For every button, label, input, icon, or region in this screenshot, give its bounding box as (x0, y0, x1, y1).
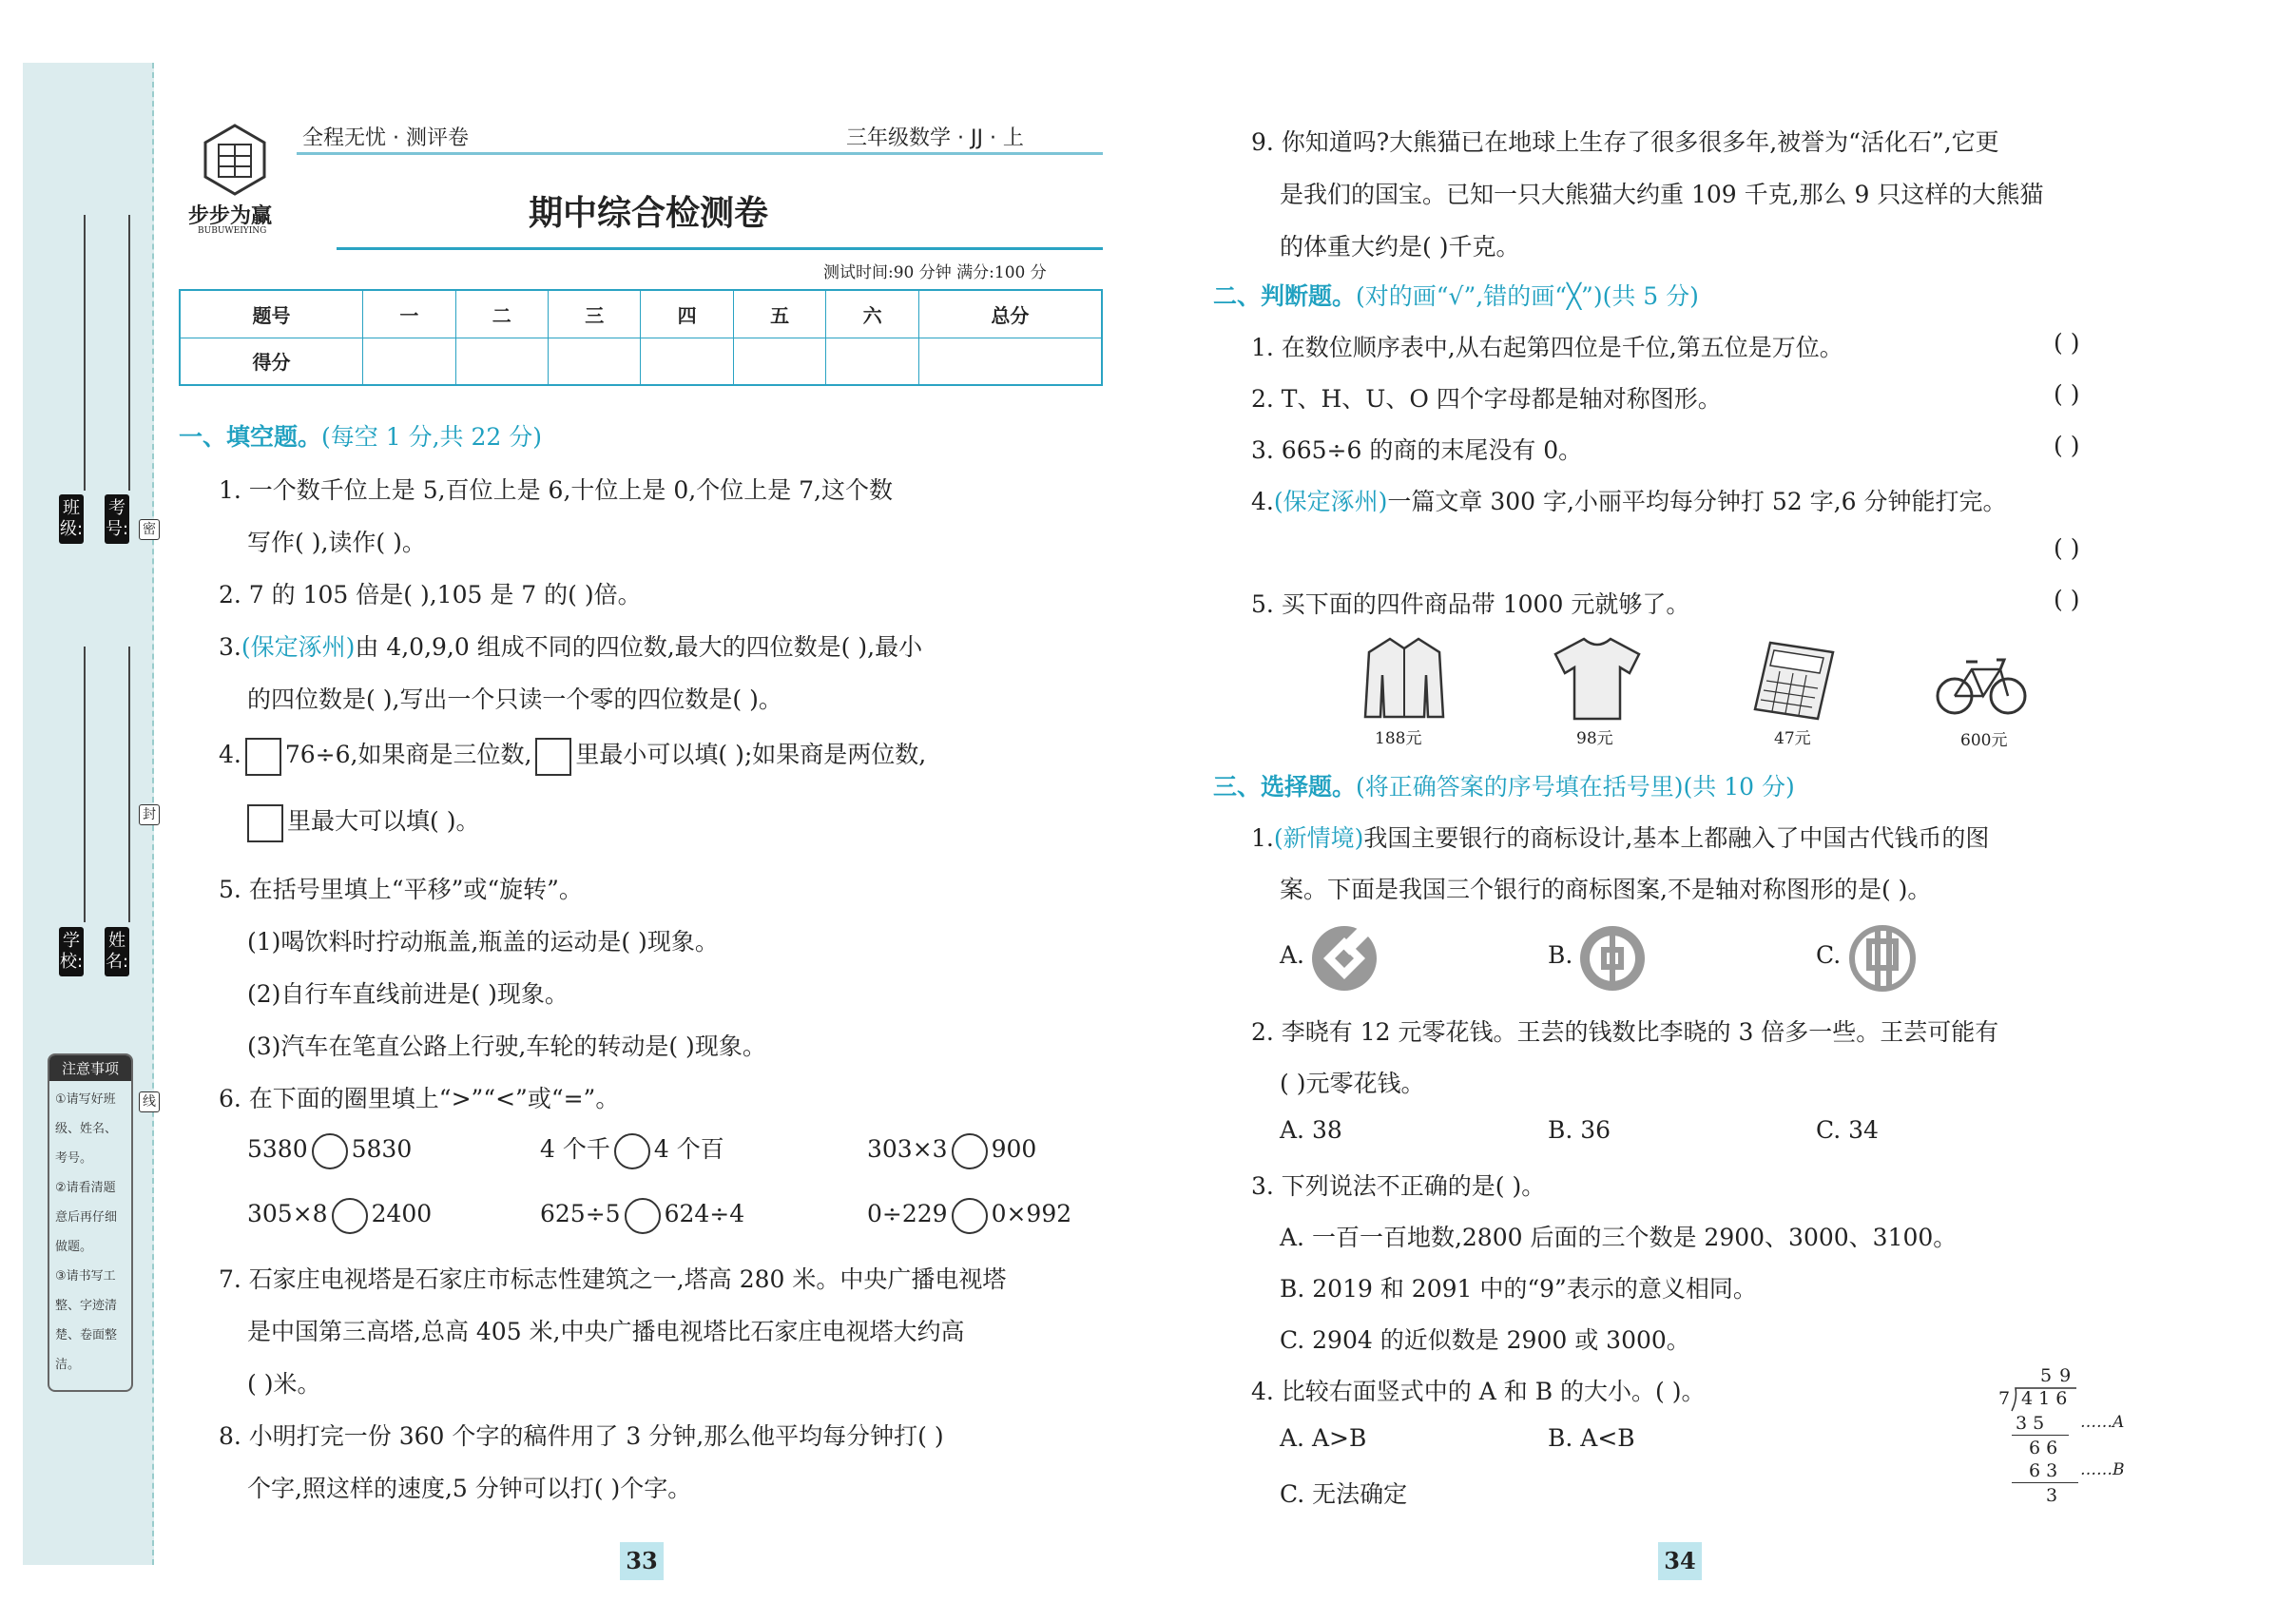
q6-item: 0÷229 0×992 (867, 1194, 1071, 1234)
section-1-heading: 一、填空题。(每空 1 分,共 22 分) (179, 423, 542, 451)
q6: 6. 在下面的圈里填上“>”“<”或“=”。 (219, 1085, 620, 1112)
q3-line1: 3.(保定涿州)由 4,0,9,0 组成不同的四位数,最大的四位数是( ),最小 (219, 633, 923, 661)
division-divisor: 7 (1998, 1388, 2011, 1409)
q8-line1: 8. 小明打完一份 360 个字的稿件用了 3 分钟,那么他平均每分钟打( ) (219, 1422, 944, 1450)
school-label: 学校: (59, 927, 84, 976)
score-head-cell: 六 (826, 290, 918, 338)
score-cell[interactable] (455, 338, 548, 385)
score-head-cell: 五 (733, 290, 825, 338)
q5-2: (2)自行车直线前进是( )现象。 (247, 980, 569, 1008)
option-c-label: C. (1816, 941, 1842, 969)
choice-3: 3. 下列说法不正确的是( )。 (1251, 1172, 1546, 1200)
header-rule (297, 152, 1103, 155)
judge-1: 1. 在数位顺序表中,从右起第四位是千位,第五位是万位。 (1251, 334, 1843, 361)
seal-xian: 线 (139, 1091, 160, 1112)
goods-jacket (1361, 635, 1447, 748)
tshirt-icon (1552, 635, 1643, 723)
choice-4: 4. 比较右面竖式中的 A 和 B 的大小。( )。 (1251, 1378, 1706, 1405)
goods-calculator (1751, 639, 1837, 748)
grade-label: 三年级数学 · JJ · 上 (846, 126, 1024, 150)
logo-text: 步步为赢 (188, 204, 273, 228)
judge-4: 4.(保定涿州)一篇文章 300 字,小丽平均每分钟打 52 字,6 分钟能打完。 (1251, 488, 2007, 515)
q6-item: 305×8 2400 (247, 1194, 432, 1234)
option-a-label: A. (1280, 941, 1305, 969)
score-cell[interactable] (363, 338, 455, 385)
q1-line1: 1. 一个数千位上是 5,百位上是 6,十位上是 0,个位上是 7,这个数 (219, 476, 893, 504)
score-table (179, 289, 1103, 386)
bicycle-icon (1934, 647, 2029, 723)
score-cell[interactable] (918, 338, 1102, 385)
school-line (84, 647, 86, 922)
test-info: 测试时间:90 分钟 满分:100 分 (823, 263, 1047, 282)
q6-item: 625÷5 624÷4 (540, 1194, 744, 1234)
judge-5: 5. 买下面的四件商品带 1000 元就够了。 (1251, 590, 1690, 618)
score-head-cell: 题号 (180, 290, 363, 338)
bank-logo-c-icon[interactable] (1848, 924, 1917, 993)
score-cell[interactable] (826, 338, 918, 385)
choice-2-line1: 2. 李晓有 12 元零花钱。王芸的钱数比李晓的 3 倍多一些。王芸可能有 (1251, 1018, 1999, 1046)
q7-line3: ( )米。 (247, 1370, 321, 1398)
q9-line2: 是我们的国宝。已知一只大熊猫大约重 109 千克,那么 9 只这样的大熊猫 (1280, 181, 2044, 208)
division-step: 6 6 (2029, 1438, 2058, 1458)
goods-price: 47元 (1774, 729, 1811, 748)
division-remainder: 3 (2046, 1485, 2058, 1506)
exam-no-line (128, 215, 130, 491)
division-dividend: 4 1 6 (2021, 1388, 2068, 1409)
score-label-cell: 得分 (180, 338, 363, 385)
logo-sub: BUBUWEIYING (198, 226, 267, 236)
name-line (128, 647, 130, 922)
q9-line3: 的体重大约是( )千克。 (1280, 233, 1520, 261)
q7-line2: 是中国第三高塔,总高 405 米,中央广播电视塔比石家庄电视塔大约高 (247, 1318, 965, 1345)
choice-3-option-b: B. 2019 和 2091 中的“9”表示的意义相同。 (1280, 1275, 1757, 1303)
long-division (1993, 1365, 2145, 1517)
q4-line2: 里最大可以填( )。 (243, 801, 479, 842)
choice-2-line2: ( )元零花钱。 (1280, 1070, 1425, 1097)
choice-3-option-c: C. 2904 的近似数是 2900 或 3000。 (1280, 1326, 1690, 1354)
page-number-right: 34 (1658, 1542, 1702, 1580)
q5: 5. 在括号里填上“平移”或“旋转”。 (219, 876, 583, 903)
judge-2-paren[interactable]: ( ) (2054, 380, 2080, 408)
choice-4-option: B. A<B (1548, 1424, 1635, 1452)
compare-circle[interactable] (952, 1133, 988, 1169)
q8-line2: 个字,照这样的速度,5 分钟可以打( )个字。 (247, 1475, 692, 1502)
division-mark-b: ……B (2080, 1460, 2125, 1479)
class-line (84, 215, 86, 491)
compare-circle[interactable] (952, 1198, 988, 1234)
q5-3: (3)汽车在笔直公路上行驶,车轮的转动是( )现象。 (247, 1033, 766, 1060)
name-label: 姓名: (105, 927, 129, 976)
judge-1-paren[interactable]: ( ) (2054, 329, 2080, 357)
compare-circle[interactable] (625, 1198, 661, 1234)
q6-item: 303×3 900 (867, 1130, 1036, 1169)
choice-2-option: B. 36 (1548, 1116, 1611, 1144)
option-b-label: B. (1548, 941, 1573, 969)
q6-item: 5380 5830 (247, 1130, 412, 1169)
q4-line1: 4. 76÷6,如果商是三位数, 里最小可以填( );如果商是两位数, (219, 734, 926, 776)
choice-3-option-a: A. 一百一百地数,2800 后面的三个数是 2900、3000、3100。 (1280, 1224, 1958, 1251)
logo-icon (202, 124, 268, 196)
judge-5-paren[interactable]: ( ) (2054, 586, 2080, 613)
calculator-icon (1751, 639, 1837, 723)
exam-no-label: 考号: (105, 494, 129, 544)
score-head-cell: 四 (641, 290, 733, 338)
choice-1-line2: 案。下面是我国三个银行的商标图案,不是轴对称图形的是( )。 (1280, 876, 1932, 903)
blank-box[interactable] (535, 738, 571, 776)
notice-title: 注意事项 (49, 1055, 131, 1081)
bank-logo-b-icon[interactable] (1578, 924, 1647, 993)
compare-circle[interactable] (332, 1198, 368, 1234)
judge-3-paren[interactable]: ( ) (2054, 432, 2080, 459)
choice-2-option: C. 34 (1816, 1116, 1879, 1144)
compare-circle[interactable] (614, 1133, 650, 1169)
blank-box[interactable] (245, 738, 281, 776)
division-mark-a: ……A (2080, 1413, 2125, 1432)
seal-mi: 密 (139, 519, 160, 540)
score-head-cell: 一 (363, 290, 455, 338)
score-cell[interactable] (549, 338, 641, 385)
bank-logo-a-icon[interactable] (1310, 924, 1379, 993)
jacket-icon (1361, 635, 1447, 723)
score-head-cell: 二 (455, 290, 548, 338)
page-title: 期中综合检测卷 (529, 194, 769, 233)
choice-4-option: A. A>B (1280, 1424, 1367, 1452)
series-name: 全程无忧 · 测评卷 (302, 126, 469, 150)
page-number-left: 33 (620, 1542, 664, 1580)
q9-line1: 9. 你知道吗?大熊猫已在地球上生存了很多很多年,被誉为“活化石”,它更 (1251, 128, 1999, 156)
goods-price: 188元 (1375, 729, 1422, 748)
division-step: 3 5 (2016, 1413, 2045, 1434)
score-cell[interactable] (733, 338, 825, 385)
judge-4-paren[interactable]: ( ) (2054, 534, 2080, 562)
q2: 2. 7 的 105 倍是( ),105 是 7 的( )倍。 (219, 581, 642, 608)
q5-1: (1)喝饮料时拧动瓶盖,瓶盖的运动是( )现象。 (247, 928, 719, 956)
goods-tshirt (1552, 635, 1643, 748)
section-3-heading: 三、选择题。(将正确答案的序号填在括号里)(共 10 分) (1213, 773, 1795, 801)
score-cell[interactable] (641, 338, 733, 385)
score-head-cell: 三 (549, 290, 641, 338)
goods-price: 98元 (1576, 729, 1613, 748)
division-quotient: 5 9 (2040, 1365, 2073, 1386)
q6-item: 4 个千 4 个百 (540, 1130, 724, 1169)
score-head-cell: 总分 (918, 290, 1102, 338)
judge-2: 2. T、H、U、O 四个字母都是轴对称图形。 (1251, 385, 1722, 413)
choice-2-option: A. 38 (1280, 1116, 1342, 1144)
seal-feng: 封 (139, 804, 160, 825)
class-label: 班级: (59, 494, 84, 544)
section-2-heading: 二、判断题。(对的画“√”,错的画“╳”)(共 5 分) (1213, 282, 1699, 310)
choice-4-option: C. 无法确定 (1280, 1480, 1408, 1508)
division-rule (2012, 1435, 2069, 1436)
title-rule (337, 247, 1103, 250)
choice-1-line1: 1.(新情境)我国主要银行的商标设计,基本上都融入了中国古代钱币的图 (1251, 824, 1990, 852)
compare-circle[interactable] (312, 1133, 348, 1169)
notice-body: ①请写好班 级、姓名、 考号。 ②请看清题 意后再仔细 做题。 ③请书写工 整、字迹清 楚、卷面整 洁。 (55, 1092, 118, 1372)
goods-bicycle (1934, 647, 2029, 750)
division-step: 6 3 (2029, 1460, 2058, 1481)
q1-line2: 写作( ),读作( )。 (247, 529, 426, 556)
division-rule (2012, 1482, 2078, 1483)
judge-3: 3. 665÷6 的商的末尾没有 0。 (1251, 436, 1583, 464)
blank-box[interactable] (247, 804, 283, 842)
q7-line1: 7. 石家庄电视塔是石家庄市标志性建筑之一,塔高 280 米。中央广播电视塔 (219, 1265, 1007, 1293)
notice-box (48, 1053, 133, 1392)
goods-price: 600元 (1960, 731, 2008, 750)
q3-line2: 的四位数是( ),写出一个只读一个零的四位数是( )。 (247, 685, 782, 713)
